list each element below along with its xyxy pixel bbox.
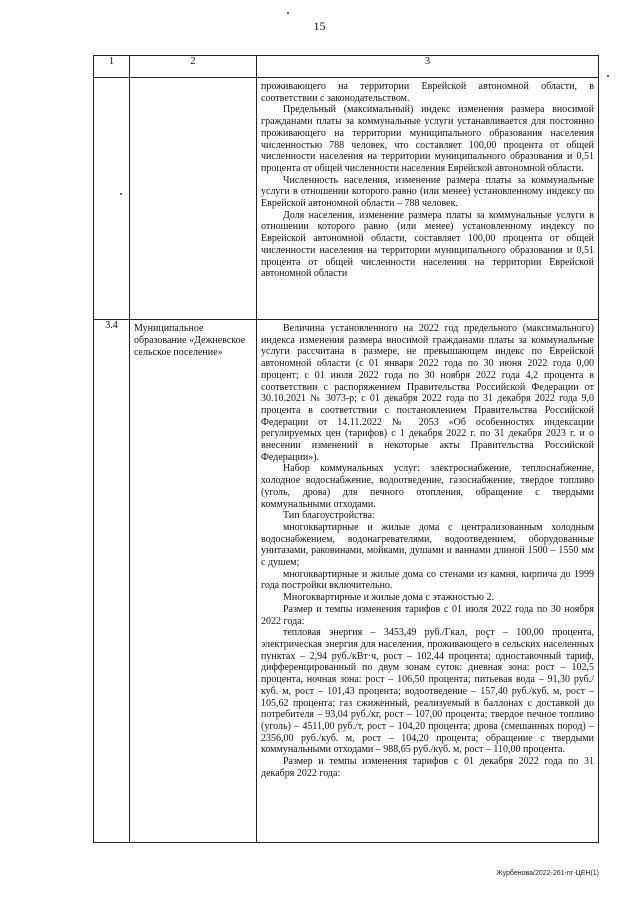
paragraph: Многоквартирные и жилые дома с этажностью 2. bbox=[283, 592, 494, 604]
row-number-cell bbox=[94, 78, 130, 320]
scan-dot bbox=[607, 75, 609, 77]
header-cell: 3 bbox=[257, 56, 599, 78]
paragraph: Набор коммунальных услуг: электроснабжение, теплоснабжение, холодное водоснабжение, водоотведение, газоснабжение, твердое топливо (уголь, дрова) для печного отопления, обращение с твердыми коммунальными отходами. bbox=[261, 463, 594, 510]
table-row bbox=[94, 78, 599, 320]
description-cell bbox=[257, 78, 599, 320]
row-number-cell: 3.4 bbox=[94, 320, 130, 843]
paragraph: тепловая энергия – 3453,49 руб./Гкал, рост – 100,00 процента, электрическая энергия для населения, проживающего в сельских населенных пунктах – 2,94 руб./кВт·ч, рост – 102,44 процента; одноставочный тариф, дифференцированный по двум зонам суток: дневная зона: рост – 102,5 процента, ночная зона: рост – 106,50 процента; питьевая вода – 91,30 руб./куб. м, рост – 101,43 процента; водоотведение – 157,40 руб./куб. м, рост – 105,62 процента; газ сжиженный, реализуемый в баллонах с доставкой до потребителя – 93,04 руб./кг, рост – 107,00 процента; твердое печное топливо (уголь) – 4511,00 руб./т, рост – 104,20 процента; дрова (смешанных пород) – 2356,00 руб./куб. м, рост – 104,20 процента; обращение с твердыми коммунальными отходами – 988,65 руб./куб. м, рост – 110,00 процента. bbox=[261, 627, 594, 756]
paragraph: многоквартирные и жилые дома с централизованным холодным водоснабжением, водонагревателями, водоотведением, оборудованные унитазами, раковинами, мойками, душами и ваннами длиной 1500 – 1550 мм с душем; bbox=[261, 521, 594, 569]
document-code: Журбенова/2022-261-пг-ЦЕН(1) bbox=[496, 870, 599, 877]
municipality-cell bbox=[130, 78, 257, 320]
document-table bbox=[93, 55, 599, 843]
paragraph: Численность населения, изменение размера платы за коммунальные услуги в отношении которого равно (или менее) установленному индексу по Еврейской автономной области – 788 человек. bbox=[261, 174, 594, 210]
description-cell bbox=[257, 320, 599, 843]
scan-dot bbox=[287, 12, 289, 14]
paragraph: Величина установленного на 2022 год предельного (максимального) индекса изменения размера вносимой гражданами платы за коммунальные услуги рассчитана в размере, не превышающем индекс по Еврейской автономной области (с 01 января 2022 года по 30 июня 2022 года 0,00 процент; с 01 июля 2022 года по 30 ноября 2022 года 4,2 процента в соответствии с распоряжением Правительства Российской Федерации от 30.10.2021 № 3073-р; с 01 декабря 2022 года по 31 декабря 2022 года 9,0 процента в соответствии с постановлением Правительства Российской Федерации от 14.11.2022 № 2053 «Об особенностях индексации регулируемых цен (тарифов) с 1 декабря 2022 г. по 31 декабря 2023 г. и о внесении изменений в некоторые акты Правительства Российской Федерации»). bbox=[261, 323, 594, 463]
table-row bbox=[94, 320, 599, 843]
table-header-row bbox=[94, 56, 599, 78]
paragraph: Размер и темпы изменения тарифов с 01 июля 2022 года по 30 ноября 2022 года: bbox=[261, 603, 594, 627]
page-number: 15 bbox=[313, 19, 326, 33]
paragraph: проживающего на территории Еврейской автономной области, в соответствии с законодательством. bbox=[261, 81, 594, 104]
paragraph: Тип благоустройства: bbox=[283, 510, 375, 522]
municipality-cell bbox=[130, 320, 257, 843]
paragraph: Доля населения, изменение размера платы за коммунальные услуги в отношении которого равно (или менее) установленному индексу по Еврейской автономной области, составляет 100,00 процента от общей численности населения на территории муниципального образования и 0,51 процента от общей численности населения на территории Еврейской автономной области bbox=[261, 209, 594, 280]
municipality-name: Муниципальное образование «Дежневское сельское поселение» bbox=[134, 323, 246, 359]
paragraph: многоквартирные и жилые дома со стенами из камня, кирпича до 1999 года постройки включительно. bbox=[261, 568, 594, 592]
paragraph: Размер и темпы изменения тарифов с 01 декабря 2022 года по 31 декабря 2022 года: bbox=[261, 756, 594, 779]
header-cell: 1 bbox=[94, 56, 130, 78]
header-cell: 2 bbox=[130, 56, 257, 78]
paragraph: Предельный (максимальный) индекс изменения размера вносимой гражданами платы за коммунальные услуги устанавливается для постоянно проживающего на территории муниципального образования населения численностью 788 человек, что составляет 100,00 процента от общей численности населения на территории муниципального образования и 0,51 процента от общей численности населения Еврейской автономной области. bbox=[261, 104, 594, 174]
